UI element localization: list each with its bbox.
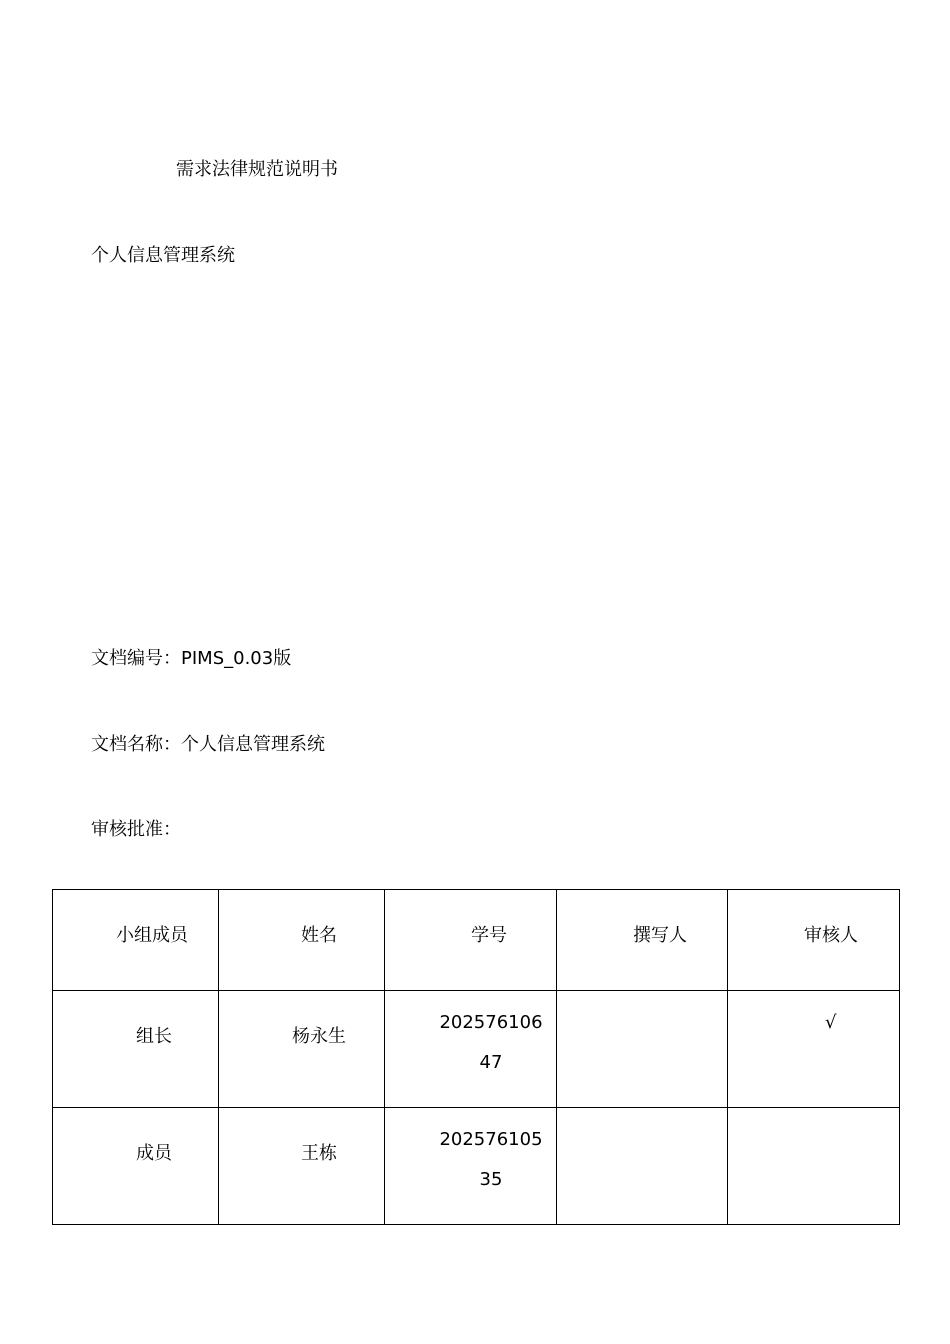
header-cell-group-member: 小组成员: [53, 890, 219, 991]
document-title: 需求法律规范说明书: [176, 159, 338, 180]
table-row: [53, 1108, 900, 1225]
table-header-row: [53, 890, 900, 991]
document-name: 文档名称：个人信息管理系统: [91, 734, 325, 755]
role-cell: 成员: [53, 1108, 219, 1225]
approval-label: 审核批准：: [91, 819, 181, 840]
student-id-cell: 20257610535: [385, 1108, 557, 1225]
header-cell-name: 姓名: [219, 890, 385, 991]
reviewer-cell: [728, 1108, 900, 1225]
header-cell-student-id: 学号: [385, 890, 557, 991]
header-cell-writer: 撰写人: [557, 890, 728, 991]
writer-cell: [557, 991, 728, 1108]
table-row: [53, 991, 900, 1108]
name-cell: 王栋: [219, 1108, 385, 1225]
name-cell: 杨永生: [219, 991, 385, 1108]
header-cell-reviewer: 审核人: [728, 890, 900, 991]
system-name: 个人信息管理系统: [91, 245, 235, 266]
writer-cell: [557, 1108, 728, 1225]
role-cell: 组长: [53, 991, 219, 1108]
document-number: 文档编号：PIMS_0.03版: [91, 648, 292, 669]
check-mark: √: [825, 1012, 837, 1033]
members-table: [52, 889, 900, 1225]
reviewer-cell: [728, 991, 900, 1108]
student-id-cell: 20257610647: [385, 991, 557, 1108]
